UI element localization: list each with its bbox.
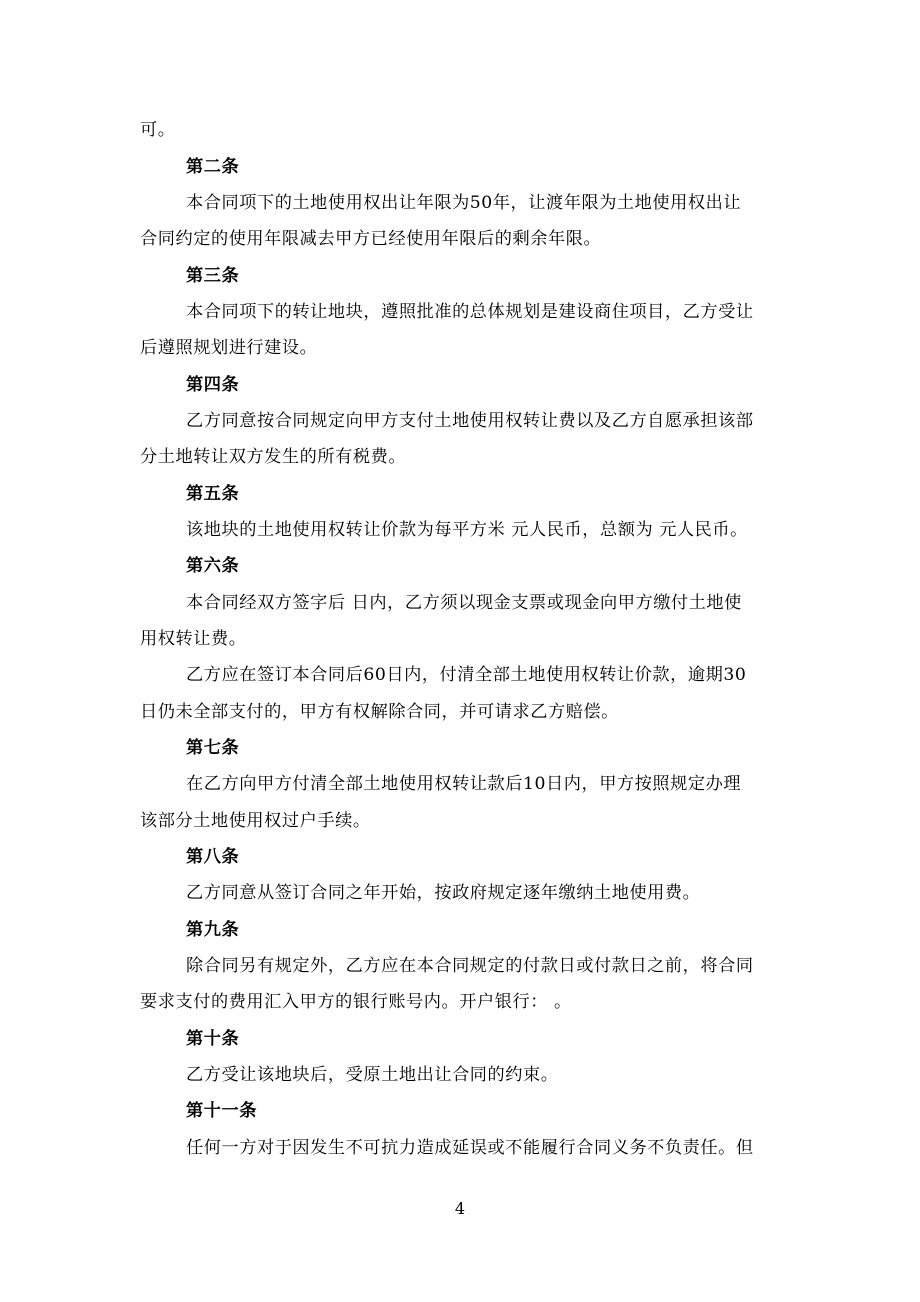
paragraph-line: 后遵照规划进行建设。 bbox=[140, 338, 318, 358]
article-heading-4: 第四条 bbox=[186, 375, 240, 395]
paragraph-line: 乙方受让该地块后，受原土地出让合同的约束。 bbox=[186, 1065, 559, 1085]
paragraph-line: 要求支付的费用汇入甲方的银行账号内。开户银行： 。 bbox=[140, 992, 572, 1012]
paragraph-line: 合同约定的使用年限减去甲方已经使用年限后的剩余年限。 bbox=[140, 229, 602, 249]
article-heading-2: 第二条 bbox=[186, 157, 240, 177]
paragraph-line: 乙方同意按合同规定向甲方支付土地使用权转让费以及乙方自愿承担该部 bbox=[186, 411, 754, 431]
article-heading-8: 第八条 bbox=[186, 847, 240, 867]
paragraph-line: 任何一方对于因发生不可抗力造成延误或不能履行合同义务不负责任。但 bbox=[186, 1138, 754, 1158]
paragraph-line: 本合同经双方签字后 日内，乙方须以现金支票或现金向甲方缴付土地使 bbox=[186, 593, 742, 613]
article-heading-11: 第十一条 bbox=[186, 1101, 257, 1121]
paragraph-line: 乙方同意从签订合同之年开始，按政府规定逐年缴纳土地使用费。 bbox=[186, 883, 701, 903]
article-heading-7: 第七条 bbox=[186, 738, 240, 758]
paragraph-line: 本合同项下的土地使用权出让年限为50年，让渡年限为土地使用权出让 bbox=[186, 193, 742, 213]
paragraph-line: 除合同另有规定外，乙方应在本合同规定的付款日或付款日之前，将合同 bbox=[186, 956, 754, 976]
paragraph-line: 乙方应在签订本合同后60日内，付清全部土地使用权转让价款，逾期30 bbox=[186, 665, 747, 685]
article-heading-6: 第六条 bbox=[186, 556, 240, 576]
article-heading-10: 第十条 bbox=[186, 1029, 240, 1049]
article-heading-5: 第五条 bbox=[186, 484, 240, 504]
paragraph-line: 日仍未全部支付的，甲方有权解除合同，并可请求乙方赔偿。 bbox=[140, 702, 619, 722]
paragraph-line: 在乙方向甲方付清全部土地使用权转让款后10日内，甲方按照规定办理 bbox=[186, 774, 742, 794]
paragraph-line: 用权转让费。 bbox=[140, 629, 247, 649]
paragraph-line: 该部分土地使用权过户手续。 bbox=[140, 811, 371, 831]
article-heading-9: 第九条 bbox=[186, 920, 240, 940]
paragraph-line: 该地块的土地使用权转让价款为每平方米 元人民币，总额为 元人民币。 bbox=[186, 520, 748, 540]
paragraph-line: 本合同项下的转让地块，遵照批准的总体规划是建设商住项目，乙方受让 bbox=[186, 302, 754, 322]
text-line: 可。 bbox=[140, 120, 176, 140]
paragraph-line: 分土地转让双方发生的所有税费。 bbox=[140, 447, 407, 467]
page-number: 4 bbox=[454, 1199, 466, 1218]
article-heading-3: 第三条 bbox=[186, 266, 240, 286]
